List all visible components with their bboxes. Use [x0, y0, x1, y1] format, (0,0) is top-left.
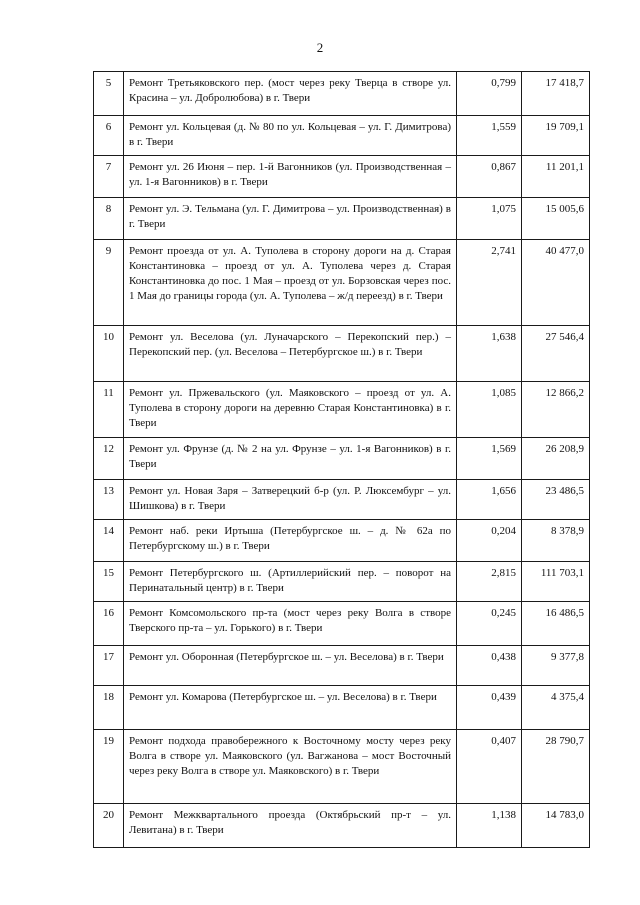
road-length: 0,245: [457, 602, 522, 646]
table-row: [94, 686, 590, 730]
table-row: [94, 646, 590, 686]
road-length: 0,439: [457, 686, 522, 730]
road-length: 1,559: [457, 116, 522, 156]
work-description: Ремонт ул. Э. Тельмана (ул. Г. Димитрова – ул. Производственная) в г. Твери: [124, 198, 457, 240]
table-row: [94, 198, 590, 240]
table-row: [94, 562, 590, 602]
cost-amount: 12 866,2: [522, 382, 590, 438]
work-description: Ремонт ул. Пржевальского (ул. Маяковского – проезд от ул. А. Туполева в сторону дороги на деревню Старая Константиновка) в г. Твери: [124, 382, 457, 438]
work-description: Ремонт ул. 26 Июня – пер. 1-й Вагонников (ул. Производственная – ул. 1-я Вагонников) в г. Твери: [124, 156, 457, 198]
row-number: 6: [94, 116, 124, 156]
work-description: Ремонт ул. Новая Заря – Затверецкий б-р (ул. Р. Люксембург – ул. Шишкова) в г. Твери: [124, 480, 457, 520]
work-description: Ремонт ул. Веселова (ул. Луначарского – Перекопский пер.) – Перекопский пер. (ул. Веселова – Петербургское ш.) в г. Твери: [124, 326, 457, 382]
road-length: 0,867: [457, 156, 522, 198]
row-number: 19: [94, 730, 124, 804]
road-length: 1,656: [457, 480, 522, 520]
row-number: 12: [94, 438, 124, 480]
cost-amount: 16 486,5: [522, 602, 590, 646]
work-description: Ремонт ул. Кольцевая (д. № 80 по ул. Кольцевая – ул. Г. Димитрова) в г. Твери: [124, 116, 457, 156]
work-description: Ремонт проезда от ул. А. Туполева в сторону дороги на д. Старая Константиновка – проезд от ул. А. Туполева через д. Старая Константиновка до пос. 1 Мая – проезд от ул. Борзовская через пос. 1 Мая до границы города (ул. А. Туполева – ж/д переезд) в г. Твери: [124, 240, 457, 326]
work-description: Ремонт наб. реки Иртыша (Петербургское ш. – д. № 62а по Петербургскому ш.) в г. Твери: [124, 520, 457, 562]
table-row: [94, 520, 590, 562]
road-repair-table: [93, 71, 590, 848]
table-body: [94, 72, 590, 848]
table-row: [94, 156, 590, 198]
row-number: 10: [94, 326, 124, 382]
road-length: 2,741: [457, 240, 522, 326]
row-number: 20: [94, 804, 124, 848]
cost-amount: 23 486,5: [522, 480, 590, 520]
cost-amount: 8 378,9: [522, 520, 590, 562]
cost-amount: 111 703,1: [522, 562, 590, 602]
road-length: 1,085: [457, 382, 522, 438]
cost-amount: 11 201,1: [522, 156, 590, 198]
row-number: 17: [94, 646, 124, 686]
row-number: 14: [94, 520, 124, 562]
row-number: 18: [94, 686, 124, 730]
row-number: 16: [94, 602, 124, 646]
page-number: 2: [316, 40, 324, 55]
cost-amount: 14 783,0: [522, 804, 590, 848]
cost-amount: 9 377,8: [522, 646, 590, 686]
cost-amount: 40 477,0: [522, 240, 590, 326]
table-row: [94, 116, 590, 156]
table-row: [94, 730, 590, 804]
table-row: [94, 72, 590, 116]
road-length: 0,438: [457, 646, 522, 686]
row-number: 15: [94, 562, 124, 602]
cost-amount: 26 208,9: [522, 438, 590, 480]
row-number: 5: [94, 72, 124, 116]
road-length: 0,799: [457, 72, 522, 116]
road-length: 0,407: [457, 730, 522, 804]
row-number: 7: [94, 156, 124, 198]
road-length: 1,638: [457, 326, 522, 382]
table-row: [94, 326, 590, 382]
table-row: [94, 240, 590, 326]
road-length: 1,075: [457, 198, 522, 240]
cost-amount: 17 418,7: [522, 72, 590, 116]
work-description: Ремонт ул. Комарова (Петербургское ш. – ул. Веселова) в г. Твери: [124, 686, 457, 730]
table-row: [94, 804, 590, 848]
table-row: [94, 480, 590, 520]
work-description: Ремонт подхода правобережного к Восточному мосту через реку Волга в створе ул. Маяковского (ул. Вагжанова – мост Восточный через реку Волга в створе ул. Маяковского) в г. Твери: [124, 730, 457, 804]
row-number: 9: [94, 240, 124, 326]
work-description: Ремонт Третьяковского пер. (мост через реку Тверца в створе ул. Красина – ул. Добролюбова) в г. Твери: [124, 72, 457, 116]
road-length: 1,569: [457, 438, 522, 480]
cost-amount: 28 790,7: [522, 730, 590, 804]
table-row: [94, 438, 590, 480]
row-number: 13: [94, 480, 124, 520]
table-row: [94, 602, 590, 646]
cost-amount: 19 709,1: [522, 116, 590, 156]
row-number: 8: [94, 198, 124, 240]
road-length: 1,138: [457, 804, 522, 848]
road-length: 2,815: [457, 562, 522, 602]
cost-amount: 4 375,4: [522, 686, 590, 730]
row-number: 11: [94, 382, 124, 438]
table-row: [94, 382, 590, 438]
work-description: Ремонт ул. Оборонная (Петербургское ш. – ул. Веселова) в г. Твери: [124, 646, 457, 686]
cost-amount: 15 005,6: [522, 198, 590, 240]
work-description: Ремонт Межквартального проезда (Октябрьский пр-т – ул. Левитана) в г. Твери: [124, 804, 457, 848]
road-length: 0,204: [457, 520, 522, 562]
cost-amount: 27 546,4: [522, 326, 590, 382]
work-description: Ремонт Комсомольского пр-та (мост через реку Волга в створе Тверского пр-та – ул. Горького) в г. Твери: [124, 602, 457, 646]
work-description: Ремонт Петербургского ш. (Артиллерийский пер. – поворот на Перинатальный центр) в г. Твери: [124, 562, 457, 602]
work-description: Ремонт ул. Фрунзе (д. № 2 на ул. Фрунзе – ул. 1-я Вагонников) в г. Твери: [124, 438, 457, 480]
